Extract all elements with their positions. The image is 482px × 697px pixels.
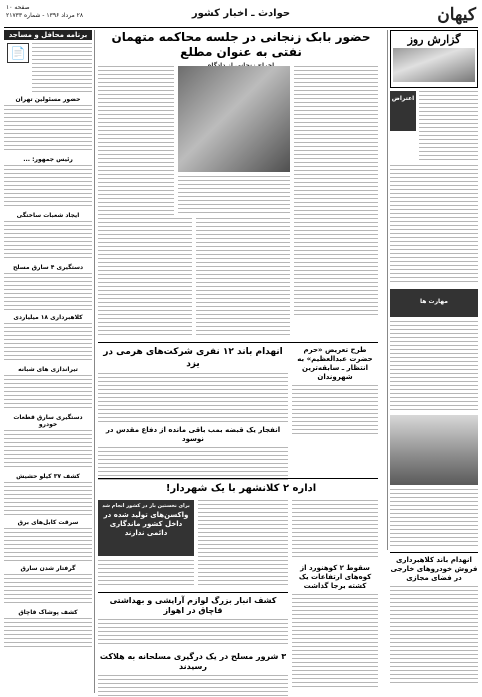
trial-photo (178, 66, 290, 172)
bomb-headline: انفجار یک قبضه بمب باقی مانده از دفاع مقدس در نوسود (105, 426, 281, 443)
vaccine-headline: واکسن‌های تولید شده در داخل کشور ماندگاری دائمی ندارند (103, 511, 189, 537)
sidebar-text-block (4, 105, 92, 153)
daily-report-title: گزارش روز (407, 33, 461, 46)
protest-label: اعتراض (390, 91, 416, 131)
section-rule (98, 478, 378, 479)
car-scam-story (390, 556, 478, 686)
sidebar-item-title: رئیس جمهور: ... (23, 156, 73, 163)
right-text-block (390, 489, 478, 549)
sidebar-item-title: دستگیری سارق قطعات خودرو (13, 414, 83, 428)
sidebar-text-block (4, 165, 92, 209)
sidebar-item-title: کشف ۳۷ کیلو حشیش (16, 473, 80, 480)
mayor-story (98, 482, 384, 495)
car-scam-headline: انهدام باند کلاهبرداری فروش خودروهای خارجی در فضای مجازی (390, 556, 478, 582)
main-text-block (196, 218, 290, 338)
sidebar-text-block (4, 375, 92, 411)
sidebar-item-title: حضور مسئولین تهران (15, 96, 81, 103)
main-text-block (98, 218, 192, 338)
sidebar-text-block (4, 482, 92, 516)
shooters-text (98, 675, 288, 697)
ahvaz-story (98, 596, 288, 645)
section-title: حوادث ـ اخبار کشور (191, 8, 291, 19)
column-divider (94, 30, 95, 693)
sidebar-text-block (32, 43, 92, 93)
right-text-block (390, 165, 478, 285)
vaccine-text-block (98, 560, 194, 588)
masthead (4, 4, 478, 28)
shrine-story (292, 346, 378, 435)
column-divider (387, 30, 388, 550)
vaccine-box-inner (98, 500, 194, 556)
sidebar-text-block (4, 618, 92, 648)
sidebar (4, 30, 92, 693)
mayor-text (198, 500, 288, 588)
section-rule (98, 592, 288, 593)
section-rule (390, 552, 478, 553)
right-text-block (390, 321, 478, 411)
main-story (98, 30, 384, 69)
main-text-left (98, 66, 174, 216)
shrine-text (292, 385, 378, 435)
issue-info (6, 4, 83, 20)
mayor-headline: اداره ۲ کلانشهر با یک شهردار! (165, 483, 317, 494)
page-number: صفحه ۱۰ (6, 4, 30, 11)
sidebar-text-block (4, 574, 92, 606)
main-headline: حضور بابک زنجانی در جلسه محاکمه متهمان نفتی به عنوان مطلع (111, 30, 371, 59)
vaccine-box (98, 500, 194, 556)
vaccine-text (98, 560, 194, 588)
main-text-block (178, 176, 290, 216)
yazd-story (98, 346, 288, 423)
sidebar-text-block (4, 273, 92, 311)
sidebar-item-title: کشف پوشاک قاچاق (18, 609, 78, 616)
portrait-photo (390, 415, 478, 485)
mayor-text-block (198, 500, 288, 588)
secondary-texts (98, 218, 290, 338)
yazd-text (98, 373, 288, 423)
mayor-text-block (292, 500, 378, 560)
main-text-mid (178, 176, 290, 216)
climbers-headline: سقوط ۲ کوهنورد از کوه‌های ارتفاعات یک کشته برجا گذاشت (298, 564, 372, 590)
sidebar-text-block (4, 528, 92, 562)
main-text-right (294, 66, 378, 316)
sidebar-item-title: ایجاد شعبات ساختگی (16, 212, 80, 219)
sidebar-item-title: دستگیری ۴ سارق مسلح (12, 264, 84, 271)
bomb-story (98, 426, 288, 483)
skills-box: مهارت ها (390, 289, 478, 317)
secondary-columns (98, 218, 290, 338)
sidebar-text-block (4, 430, 92, 470)
sidebar-top (4, 43, 92, 93)
climbers-story (292, 564, 378, 692)
main-text-block (294, 66, 378, 316)
daily-report-photo (393, 48, 475, 82)
sidebar-item-title: گرفتار شدن سارق (20, 565, 76, 572)
protest-block (390, 91, 478, 161)
paper-icon: 📄 (7, 43, 29, 63)
climbers-text (292, 594, 378, 690)
sidebar-item-title: تیراندازی های شبانه (18, 366, 78, 373)
protest-text (419, 91, 478, 161)
sidebar-header: برنامه محافل و مساجد (4, 30, 92, 40)
shrine-headline: طرح تعریض «حرم حضرت عبدالعظیم» به انتظار ـ سابقه‌ترین شهروندان (297, 346, 373, 381)
daily-report-box (390, 30, 478, 88)
sidebar-text-block (4, 323, 92, 363)
sidebar-text-block (4, 221, 92, 261)
car-scam-text (390, 586, 478, 686)
vaccine-kicker: برای نخستین بار در کشور انجام شد (102, 503, 190, 509)
sidebar-item-title: سرقت کابل‌های برق (17, 519, 79, 526)
date-line: ۲۸ مرداد ۱۳۹۶ - شماره ۲۱۷۳۳ (6, 12, 84, 19)
main-text-block (98, 66, 174, 216)
ahvaz-headline: کشف انبار بزرگ لوازم آرایشی و بهداشتی قاچاق در اهواز (109, 596, 277, 615)
section-rule (98, 342, 378, 343)
newspaper-logo: کیهان (437, 5, 476, 25)
ahvaz-text (98, 619, 288, 645)
mayor-text-right (292, 500, 378, 560)
sidebar-item-title: کلاهبرداری ۱۸ میلیاردی (13, 314, 83, 321)
shooters-story (98, 652, 288, 697)
shooters-headline: ۳ شرور مسلح در یک درگیری مسلحانه به هلاکت رسیدند (99, 652, 287, 671)
yazd-headline: انهدام باند ۱۲ نفری شرکت‌های هرمی در یزد (103, 347, 283, 369)
